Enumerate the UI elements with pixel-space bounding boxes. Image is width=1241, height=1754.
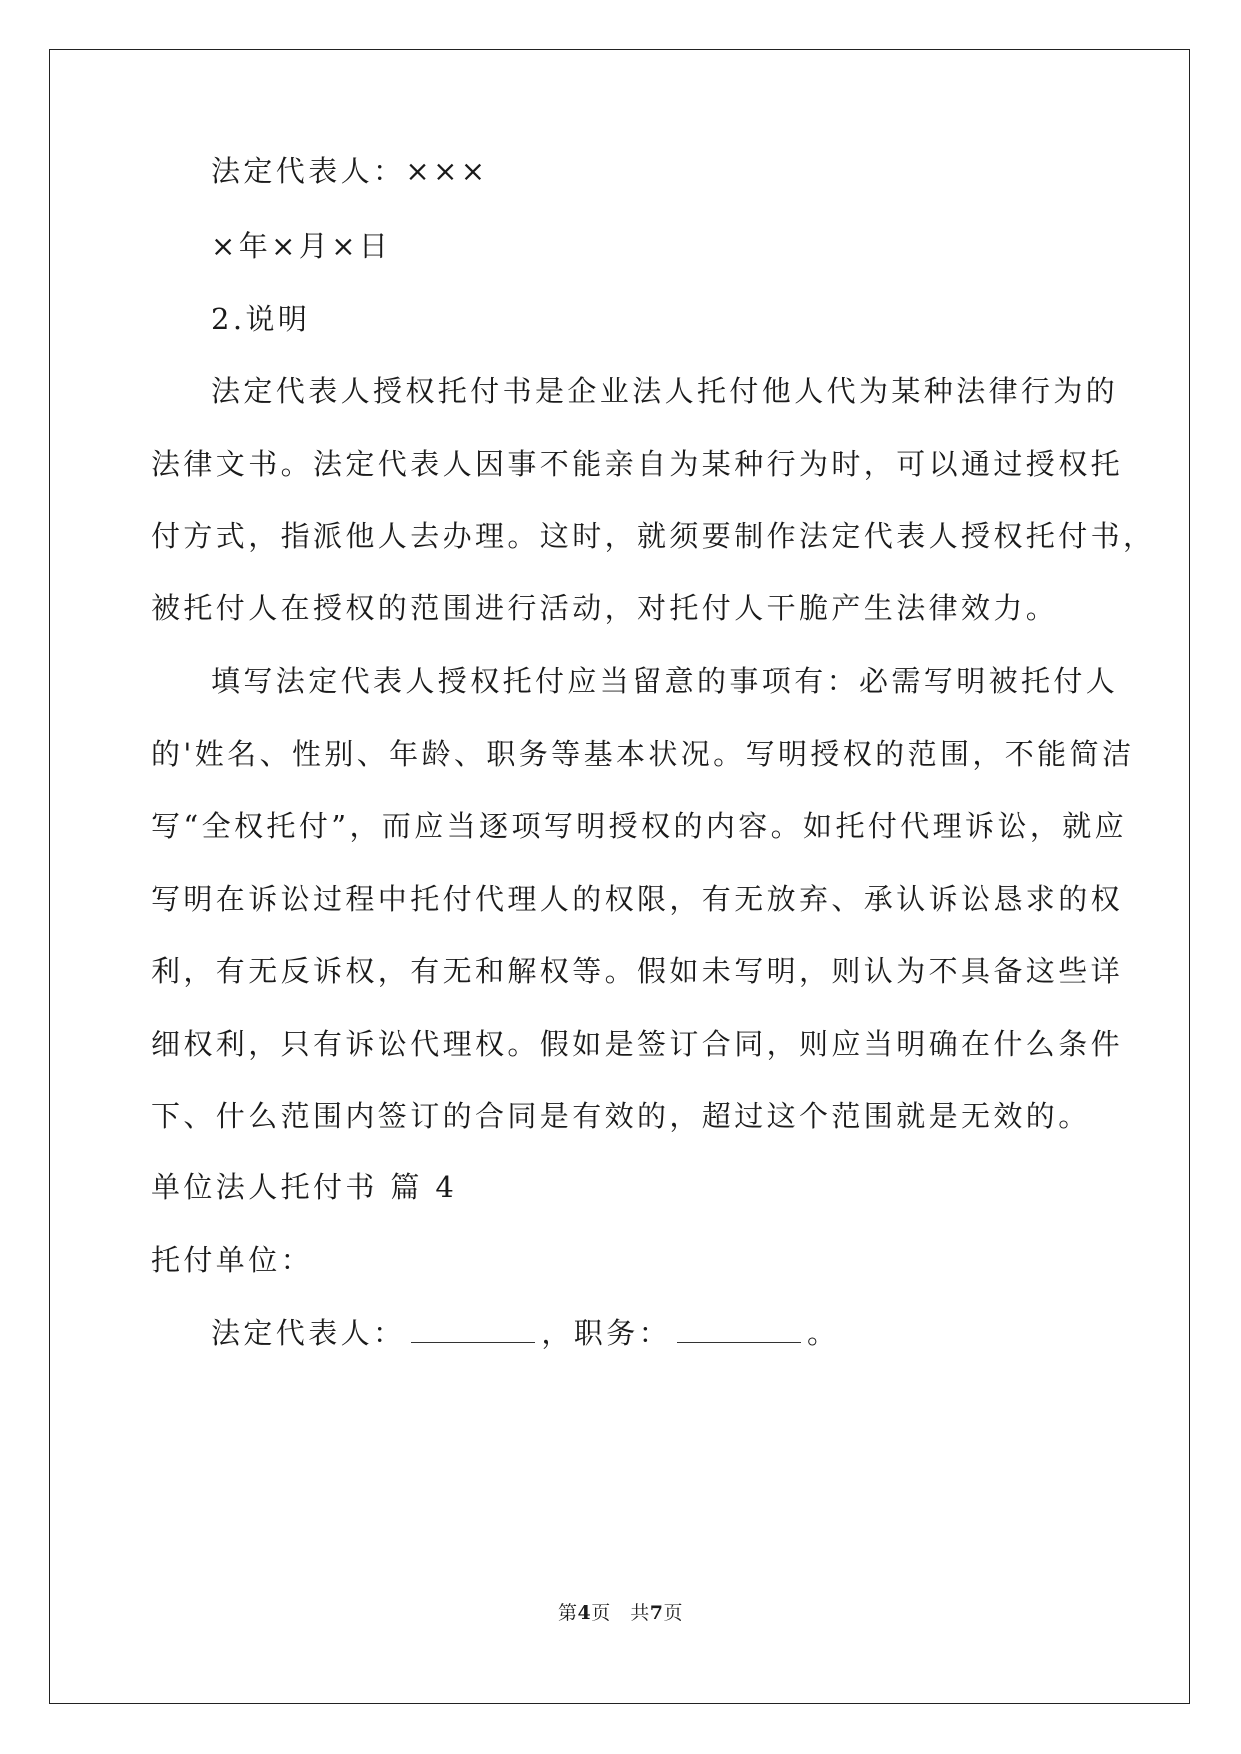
footer-total-pages: 7 bbox=[649, 1602, 664, 1624]
paragraph-line: 利，有无反诉权，有无和解权等。假如未写明，则认为不具备这些详 bbox=[151, 954, 1124, 988]
paragraph-line: 付方式，指派他人去办理。这时，就须要制作法定代表人授权托付书， bbox=[151, 519, 1156, 553]
footer-suffix: 页 bbox=[663, 1602, 683, 1624]
paragraph-line: 写明在诉讼过程中托付代理人的权限，有无放弃、承认诉讼恳求的权 bbox=[151, 882, 1124, 916]
section-title: 单位法人托付书 篇 4 bbox=[151, 1170, 458, 1204]
legal-rep-blank bbox=[411, 1316, 535, 1343]
paragraph-line: 被托付人在授权的范围进行活动，对托付人干脆产生法律效力。 bbox=[151, 591, 1059, 625]
line-end-period: 。 bbox=[807, 1316, 840, 1350]
paragraph-line: 下、什么范围内签订的合同是有效的，超过这个范围就是无效的。 bbox=[151, 1099, 1091, 1133]
paragraph-line: 法律文书。法定代表人因事不能亲自为某种行为时，可以通过授权托 bbox=[151, 447, 1124, 481]
paragraph-line: 填写法定代表人授权托付应当留意的事项有：必需写明被托付人 bbox=[211, 664, 1119, 698]
legal-rep-label: 法定代表人： bbox=[211, 1316, 406, 1350]
paragraph-line: 法定代表人授权托付书是企业法人托付他人代为某种法律行为的 bbox=[211, 374, 1119, 408]
footer-page-number: 4 bbox=[577, 1602, 592, 1624]
paragraph-line: 写“全权托付”，而应当逐项写明授权的内容。如托付代理诉讼，就应 bbox=[151, 809, 1128, 843]
paragraph-line: 细权利，只有诉讼代理权。假如是签订合同，则应当明确在什么条件 bbox=[151, 1027, 1124, 1061]
page-border bbox=[49, 49, 1190, 1704]
legal-rep-form-line bbox=[211, 1313, 839, 1353]
position-label: ，职务： bbox=[541, 1316, 672, 1350]
entrusting-unit-label: 托付单位： bbox=[151, 1243, 314, 1277]
paragraph-line: 的'姓名、性别、年龄、职务等基本状况。写明授权的范围，不能简洁 bbox=[151, 737, 1135, 771]
footer-mid: 页 共 bbox=[591, 1602, 650, 1624]
date-line: ×年×月×日 bbox=[211, 229, 392, 263]
page-footer bbox=[0, 1601, 1241, 1625]
legal-rep-signature-line: 法定代表人：××× bbox=[211, 154, 489, 188]
section-heading-explanation: 2.说明 bbox=[211, 302, 311, 336]
position-blank bbox=[677, 1316, 801, 1343]
footer-prefix: 第 bbox=[557, 1602, 578, 1624]
